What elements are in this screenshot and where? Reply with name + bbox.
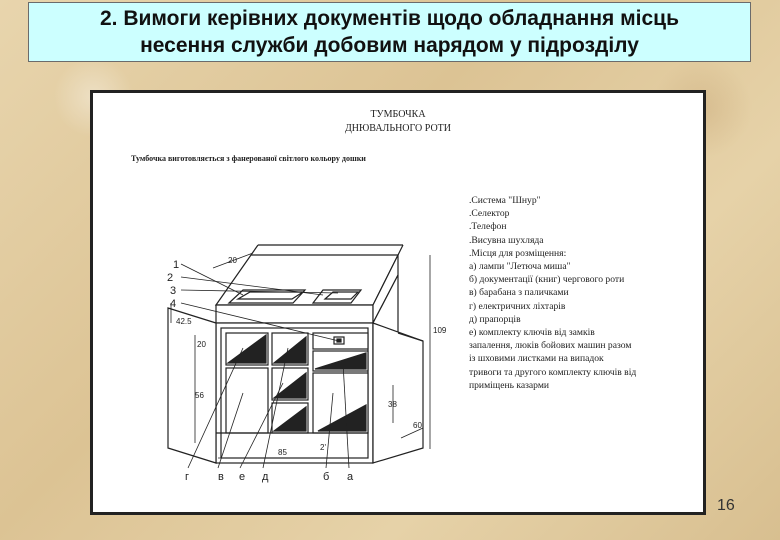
bottom-letter: а (347, 471, 354, 483)
slide-title-box (28, 2, 751, 62)
slide-title-line-2: несення служби добовим нарядом у підрозділу (140, 34, 639, 57)
dimension-label: 56 (195, 391, 204, 400)
legend-item: тривоги та другого комплекту ключів від (469, 366, 637, 378)
bottom-letter: д (262, 471, 269, 483)
callout-number: 2 (167, 272, 174, 284)
callout-number: 3 (170, 285, 177, 297)
callout-number: 1 (173, 259, 180, 271)
legend-item: .Система "Шнур" (469, 195, 541, 206)
legend-item: .Телефон (469, 221, 507, 233)
document-heading-line-2: ДНЮВАЛЬНОГО РОТИ (344, 123, 452, 134)
nightstand-drawing (93, 153, 473, 493)
callout-number: 4 (170, 298, 177, 310)
legend-list (469, 194, 699, 392)
bottom-letter: в (218, 471, 224, 483)
legend-item: .Місця для розміщення: (469, 247, 567, 259)
legend-item: е) комплекту ключів від замків (469, 327, 595, 339)
page-number: 16 (717, 497, 735, 514)
dimension-label: 20 (197, 340, 206, 349)
dimension-label: 109 (433, 326, 447, 335)
document-subtitle: Тумбочка виготовляється з фанерованої світлого кольору дошки (131, 154, 366, 163)
dimension-label: 20 (228, 256, 237, 265)
dimension-label: 2' (320, 443, 326, 452)
legend-item: б) документації (книг) чергового роти (469, 274, 625, 286)
dimension-label: 60 (413, 421, 422, 430)
legend-item: г) електричних ліхтарів (469, 300, 566, 312)
dimension-label: 85 (278, 448, 287, 457)
legend-item: із шховими листками на випадок (469, 353, 604, 365)
legend-item: .Селектор (469, 208, 510, 220)
document-panel (90, 90, 706, 515)
bottom-letter: б (323, 471, 330, 483)
legend-item: приміщень казарми (469, 379, 550, 391)
slide-title-line-1: 2. Вимоги керівних документів щодо обладнання місць (100, 7, 679, 30)
legend-item: д) прапорців (469, 313, 521, 325)
legend-item: .Висувна шухляда (469, 234, 544, 246)
legend-item: запалення, люків бойових машин разом (469, 340, 632, 352)
legend-item: а) лампи "Летюча миша" (469, 261, 571, 273)
dimension-label: 38 (388, 400, 397, 409)
document-heading-line-1: ТУМБОЧКА (370, 109, 426, 120)
dimension-label: 42.5 (176, 317, 192, 326)
legend-item: в) барабана з паличками (469, 287, 569, 299)
bottom-letter: е (239, 471, 246, 483)
bottom-letter: г (185, 471, 190, 483)
